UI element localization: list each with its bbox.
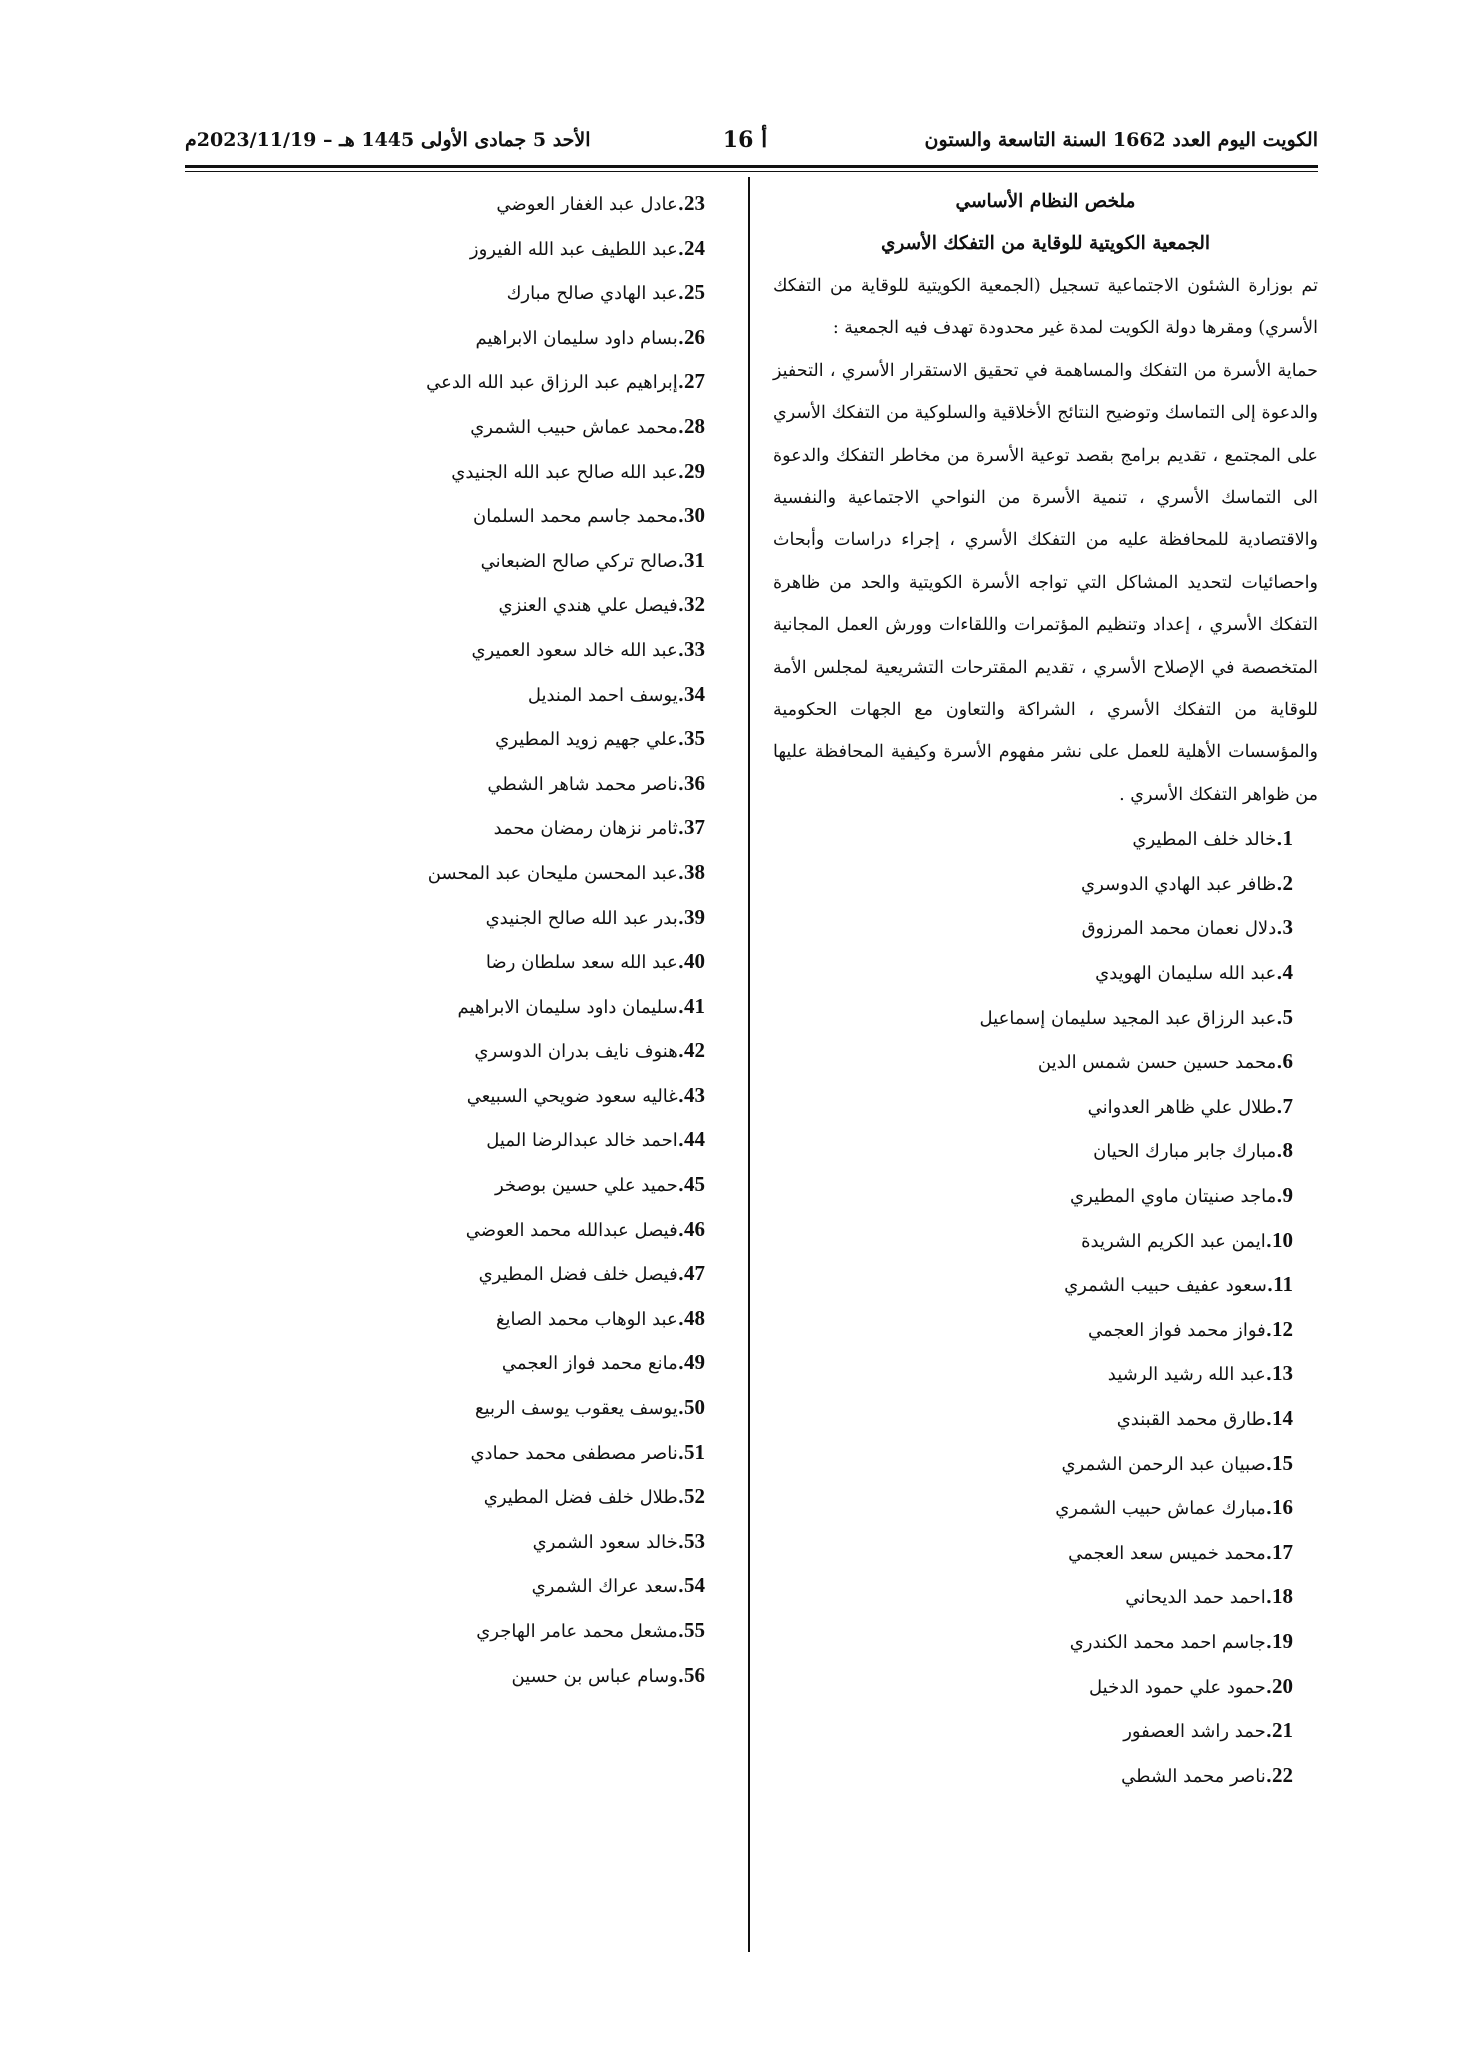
member-name: عبد المحسن مليحان عبد المحسن — [427, 862, 678, 884]
number-separator: . — [677, 1576, 684, 1598]
member-name: يوسف احمد المنديل — [527, 684, 678, 706]
member-name: عادل عبد الغفار العوضي — [496, 194, 678, 215]
member-name: احمد حمد الديحاني — [1125, 1587, 1266, 1609]
member-name: فيصل علي هندي العنزي — [498, 595, 678, 617]
member-name: خالد خلف المطيري — [1132, 829, 1277, 851]
number-separator: . — [677, 1665, 684, 1687]
member-name: علي جهيم زويد المطيري — [495, 729, 678, 751]
member-number: 23 — [684, 191, 705, 215]
member-number: 41 — [684, 993, 705, 1018]
list-item — [185, 895, 725, 940]
member-name: غاليه سعود ضويحي السبيعي — [466, 1085, 678, 1107]
list-item — [185, 761, 725, 806]
list-item — [773, 1753, 1318, 1798]
number-separator: . — [677, 506, 684, 528]
member-number: 52 — [684, 1484, 705, 1509]
member-name: عبد الله خالد سعود العميري — [471, 639, 678, 661]
number-separator: . — [677, 773, 684, 795]
member-name: مبارك جابر مبارك الحيان — [1093, 1141, 1277, 1163]
member-name: حمد راشد العصفور — [1123, 1721, 1266, 1743]
member-number: 46 — [684, 1216, 705, 1241]
member-number: 49 — [684, 1350, 705, 1375]
member-name: وسام عباس بن حسين — [511, 1665, 678, 1687]
member-name: محمد حسين حسن شمس الدين — [1037, 1052, 1277, 1074]
member-number: 25 — [684, 280, 705, 305]
list-item — [185, 939, 725, 984]
number-separator: . — [677, 684, 684, 706]
member-number: 11 — [1273, 1272, 1293, 1297]
page-header — [185, 123, 1318, 163]
member-name: طلال خلف فضل المطيري — [483, 1487, 678, 1509]
list-item — [185, 270, 725, 315]
member-number: 48 — [684, 1305, 705, 1330]
member-name: ظافر عبد الهادي الدوسري — [1080, 873, 1277, 895]
member-number: 12 — [1272, 1316, 1293, 1341]
list-item — [185, 1028, 725, 1073]
member-name: مبارك عماش حبيب الشمري — [1055, 1498, 1266, 1520]
number-separator: . — [1265, 1631, 1272, 1653]
list-item — [773, 1485, 1318, 1530]
list-item — [773, 1084, 1318, 1129]
number-separator: . — [677, 952, 684, 974]
number-separator: . — [677, 1487, 684, 1509]
member-name: مانع محمد فواز العجمي — [501, 1353, 678, 1375]
member-name: احمد خالد عبدالرضا الميل — [486, 1130, 678, 1152]
list-item — [773, 1039, 1318, 1084]
article-title: ملخص النظام الأساسي — [955, 191, 1136, 212]
list-item — [773, 1173, 1318, 1218]
member-number: 32 — [684, 592, 705, 617]
member-number: 33 — [684, 636, 705, 661]
list-item — [773, 861, 1318, 906]
member-number: 24 — [684, 235, 705, 260]
member-number: 5 — [1282, 1004, 1293, 1029]
number-separator: . — [1266, 1275, 1274, 1297]
number-separator: . — [677, 372, 684, 394]
list-item — [773, 1396, 1318, 1441]
number-separator: . — [677, 1041, 684, 1063]
number-separator: . — [1265, 1319, 1272, 1341]
number-separator: . — [677, 1353, 684, 1375]
header-issue-info: الكويت اليوم العدد 1662 السنة التاسعة والستون — [924, 129, 1318, 151]
member-number: 10 — [1272, 1227, 1293, 1252]
list-item — [773, 995, 1318, 1040]
member-number: 40 — [684, 949, 705, 974]
member-name: صالح تركي صالح الضبعاني — [480, 550, 678, 572]
number-separator: . — [677, 550, 684, 572]
list-item — [773, 1664, 1318, 1709]
member-name: مشعل محمد عامر الهاجري — [476, 1621, 678, 1642]
number-separator: . — [677, 818, 684, 840]
list-item — [773, 1619, 1318, 1664]
member-name: سعد عراك الشمري — [531, 1576, 678, 1598]
list-item — [185, 1296, 725, 1341]
member-number: 38 — [684, 859, 705, 884]
list-item — [773, 1530, 1318, 1575]
member-number: 22 — [1272, 1762, 1293, 1787]
list-item — [773, 1307, 1318, 1352]
number-separator: . — [1265, 1498, 1272, 1520]
member-name: عبد الله سعد سلطان رضا — [485, 952, 678, 974]
number-separator: . — [1276, 1007, 1283, 1029]
number-separator: . — [677, 416, 684, 438]
article-intro: تم بوزارة الشئون الاجتماعية تسجيل (الجمعية الكويتية للوقاية من التفكك الأسري) ومقرها دولة الكويت لمدة غير محدودة تهدف فيه الجمعية : — [773, 276, 1318, 339]
number-separator: . — [677, 907, 684, 929]
list-item — [185, 1430, 725, 1475]
member-number: 19 — [1272, 1628, 1293, 1653]
member-number: 55 — [684, 1618, 705, 1642]
member-name: فيصل خلف فضل المطيري — [478, 1264, 678, 1286]
number-separator: . — [677, 283, 684, 305]
member-number: 20 — [1272, 1673, 1293, 1698]
member-name: عبد الله سليمان الهويدي — [1095, 963, 1277, 985]
header-rule-thin — [185, 171, 1318, 172]
number-separator: . — [1265, 1453, 1272, 1475]
right-column — [773, 181, 1318, 1797]
list-item — [185, 1474, 725, 1519]
member-name: عبد الله رشيد الرشيد — [1107, 1364, 1266, 1386]
list-item — [185, 1162, 725, 1207]
member-name: بسام داود سليمان الابراهيم — [475, 327, 678, 349]
member-name: سليمان داود سليمان الابراهيم — [457, 996, 678, 1018]
list-item — [773, 1351, 1318, 1396]
member-number: 1 — [1282, 826, 1293, 851]
list-item — [185, 1251, 725, 1296]
member-name: محمد عماش حبيب الشمري — [470, 416, 678, 438]
member-number: 27 — [684, 369, 705, 394]
column-divider — [748, 177, 750, 1952]
member-name: هنوف نايف بدران الدوسري — [474, 1041, 678, 1063]
member-name: ناصر مصطفى محمد حمادي — [470, 1442, 678, 1464]
number-separator: . — [1276, 963, 1283, 985]
member-number: 37 — [684, 815, 705, 840]
member-number: 51 — [684, 1439, 705, 1464]
list-item — [185, 538, 725, 583]
member-name: عبد الرزاق عبد المجيد سليمان إسماعيل — [979, 1007, 1277, 1029]
number-separator: . — [1276, 1096, 1283, 1118]
list-item — [185, 493, 725, 538]
list-item — [185, 672, 725, 717]
list-item — [185, 1519, 725, 1564]
member-number: 28 — [684, 413, 705, 438]
number-separator: . — [677, 1442, 684, 1464]
list-item — [185, 805, 725, 850]
number-separator: . — [677, 1219, 684, 1241]
member-number: 30 — [684, 503, 705, 528]
number-separator: . — [1265, 1765, 1272, 1787]
header-date: الأحد 5 جمادى الأولى 1445 هـ – 2023/11/19م — [185, 129, 591, 151]
number-separator: . — [677, 1130, 684, 1152]
list-item — [185, 359, 725, 404]
member-name: عبد الوهاب محمد الصايغ — [495, 1308, 678, 1330]
list-item — [185, 1563, 725, 1608]
list-item — [185, 1385, 725, 1430]
list-item — [773, 1218, 1318, 1263]
number-separator: . — [677, 595, 684, 617]
number-separator: . — [1265, 1587, 1272, 1609]
number-separator: . — [677, 238, 684, 260]
member-number: 4 — [1282, 960, 1293, 985]
list-item — [773, 1708, 1318, 1753]
member-list-right — [773, 816, 1318, 1797]
number-separator: . — [1265, 1230, 1272, 1252]
list-item — [185, 181, 725, 226]
list-item — [185, 1608, 725, 1653]
list-item — [773, 1128, 1318, 1173]
member-number: 21 — [1272, 1718, 1293, 1743]
gazette-page — [185, 115, 1318, 1975]
member-name: صبيان عبد الرحمن الشمري — [1061, 1453, 1266, 1475]
number-separator: . — [1276, 918, 1283, 940]
member-name: ايمن عبد الكريم الشريدة — [1081, 1230, 1266, 1252]
member-name: محمد خميس سعد العجمي — [1068, 1542, 1266, 1564]
member-number: 50 — [684, 1395, 705, 1420]
member-number: 8 — [1282, 1138, 1293, 1163]
member-name: سعود عفيف حبيب الشمري — [1064, 1275, 1267, 1297]
list-item — [185, 716, 725, 761]
number-separator: . — [677, 996, 684, 1018]
member-number: 53 — [684, 1528, 705, 1553]
article-subtitle: الجمعية الكويتية للوقاية من التفكك الأسري — [880, 233, 1211, 254]
member-number: 47 — [684, 1261, 705, 1286]
number-separator: . — [677, 1531, 684, 1553]
list-item — [773, 816, 1318, 861]
member-name: محمد جاسم محمد السلمان — [473, 506, 678, 528]
list-item — [185, 449, 725, 494]
member-number: 26 — [684, 324, 705, 349]
member-name: عبد اللطيف عبد الله الفيروز — [469, 238, 678, 260]
member-name: حمود علي حمود الدخيل — [1089, 1676, 1266, 1698]
member-number: 16 — [1272, 1495, 1293, 1520]
list-item — [773, 1574, 1318, 1619]
member-name: جاسم احمد محمد الكندري — [1069, 1631, 1266, 1653]
member-name: ماجد صنيتان ماوي المطيري — [1070, 1186, 1277, 1208]
number-separator: . — [1276, 829, 1283, 851]
member-name: طلال علي ظاهر العدواني — [1087, 1096, 1277, 1118]
member-name: عبد الهادي صالح مبارك — [506, 283, 678, 305]
list-item — [185, 850, 725, 895]
list-item — [185, 627, 725, 672]
number-separator: . — [677, 1621, 684, 1642]
member-name: فيصل عبدالله محمد العوضي — [465, 1219, 678, 1241]
number-separator: . — [1265, 1364, 1272, 1386]
member-number: 2 — [1282, 870, 1293, 895]
number-separator: . — [677, 1175, 684, 1197]
member-number: 17 — [1272, 1539, 1293, 1564]
list-item — [773, 905, 1318, 950]
member-number: 31 — [684, 547, 705, 572]
member-name: فواز محمد فواز العجمي — [1088, 1319, 1266, 1341]
member-number: 18 — [1272, 1584, 1293, 1609]
number-separator: . — [1276, 1052, 1283, 1074]
list-item — [185, 1653, 725, 1698]
list-item — [773, 950, 1318, 995]
list-item — [773, 1262, 1318, 1307]
number-separator: . — [677, 1398, 684, 1420]
member-name: ناصر محمد الشطي — [1121, 1765, 1266, 1787]
list-item — [185, 1117, 725, 1162]
header-rule-thick — [185, 165, 1318, 168]
number-separator: . — [677, 461, 684, 483]
number-separator: . — [1265, 1542, 1272, 1564]
number-separator: . — [677, 1264, 684, 1286]
member-name: حميد علي حسين بوصخر — [494, 1175, 678, 1197]
member-name: بدر عبد الله صالح الجنيدي — [485, 907, 678, 929]
member-number: 3 — [1282, 915, 1293, 940]
member-list-left — [185, 181, 725, 1697]
article-objectives: حماية الأسرة من التفكك والمساهمة في تحقيق الاستقرار الأسري ، التحفيز والدعوة إلى التماسك وتوضيح النتائج الأخلاقية والسلوكية من التفكك الأسري على المجتمع ، تقديم برامج بقصد توعية الأسرة من مخاطر التفكك والدعوة الى التماسك الأسري ، تنمية الأسرة من النواحي الاجتماعية والنفسية والاقتصادية للمحافظة عليه من التفكك الأسري ، إجراء دراسات وأبحاث واحصائيات لتحديد المشاكل التي تواجه الأسرة الكويتية والحد من ظاهرة التفكك الأسري ، إعداد وتنظيم المؤتمرات واللقاءات وورش العمل المجانية المتخصصة في الإصلاح الأسري ، تقديم المقترحات التشريعية لمجلس الأمة للوقاية من التفكك الأسري ، الشراكة والتعاون مع الجهات الحكومية والمؤسسات الأهلية للعمل على نشر مفهوم الأسرة وكيفية المحافظة عليها من ظواهر التفكك الأسري . — [773, 360, 1318, 805]
member-number: 43 — [684, 1082, 705, 1107]
member-name: عبد الله صالح عبد الله الجنيدي — [451, 461, 678, 483]
member-number: 9 — [1282, 1183, 1293, 1208]
member-name: يوسف يعقوب يوسف الربيع — [475, 1398, 678, 1420]
member-name: خالد سعود الشمري — [532, 1531, 678, 1553]
list-item — [185, 1340, 725, 1385]
member-number: 36 — [684, 770, 705, 795]
member-name: ثامر نزهان رمضان محمد — [493, 818, 678, 840]
number-separator: . — [677, 327, 684, 349]
member-number: 34 — [684, 681, 705, 706]
list-item — [185, 1207, 725, 1252]
number-separator: . — [677, 1085, 684, 1107]
number-separator: . — [677, 729, 684, 751]
member-number: 13 — [1272, 1361, 1293, 1386]
member-number: 14 — [1272, 1406, 1293, 1430]
member-name: إبراهيم عبد الرزاق عبد الله الدعي — [426, 372, 678, 394]
number-separator: . — [1276, 1186, 1283, 1208]
list-item — [185, 582, 725, 627]
number-separator: . — [1265, 1721, 1272, 1743]
member-number: 42 — [684, 1038, 705, 1063]
member-number: 7 — [1282, 1093, 1293, 1118]
number-separator: . — [1265, 1409, 1272, 1430]
number-separator: . — [677, 639, 684, 661]
member-number: 15 — [1272, 1450, 1293, 1475]
member-number: 44 — [684, 1127, 705, 1152]
list-item — [185, 984, 725, 1029]
member-number: 29 — [684, 458, 705, 483]
member-number: 45 — [684, 1172, 705, 1197]
number-separator: . — [1265, 1676, 1272, 1698]
member-number: 56 — [684, 1662, 705, 1687]
number-separator: . — [1276, 1141, 1283, 1163]
member-name: ناصر محمد شاهر الشطي — [487, 773, 678, 795]
member-name: طارق محمد القبندي — [1116, 1409, 1266, 1430]
member-number: 39 — [684, 904, 705, 929]
list-item — [185, 1073, 725, 1118]
member-name: دلال نعمان محمد المرزوق — [1081, 918, 1277, 940]
number-separator: . — [1276, 873, 1283, 895]
list-item — [185, 404, 725, 449]
member-number: 54 — [684, 1573, 705, 1598]
list-item — [185, 226, 725, 271]
list-item — [773, 1441, 1318, 1486]
left-column — [185, 181, 725, 1697]
member-number: 35 — [684, 726, 705, 751]
number-separator: . — [677, 862, 684, 884]
number-separator: . — [677, 1308, 684, 1330]
number-separator: . — [677, 194, 684, 215]
member-number: 6 — [1282, 1049, 1293, 1074]
header-page-number: أ 16 — [722, 127, 768, 153]
list-item — [185, 315, 725, 360]
